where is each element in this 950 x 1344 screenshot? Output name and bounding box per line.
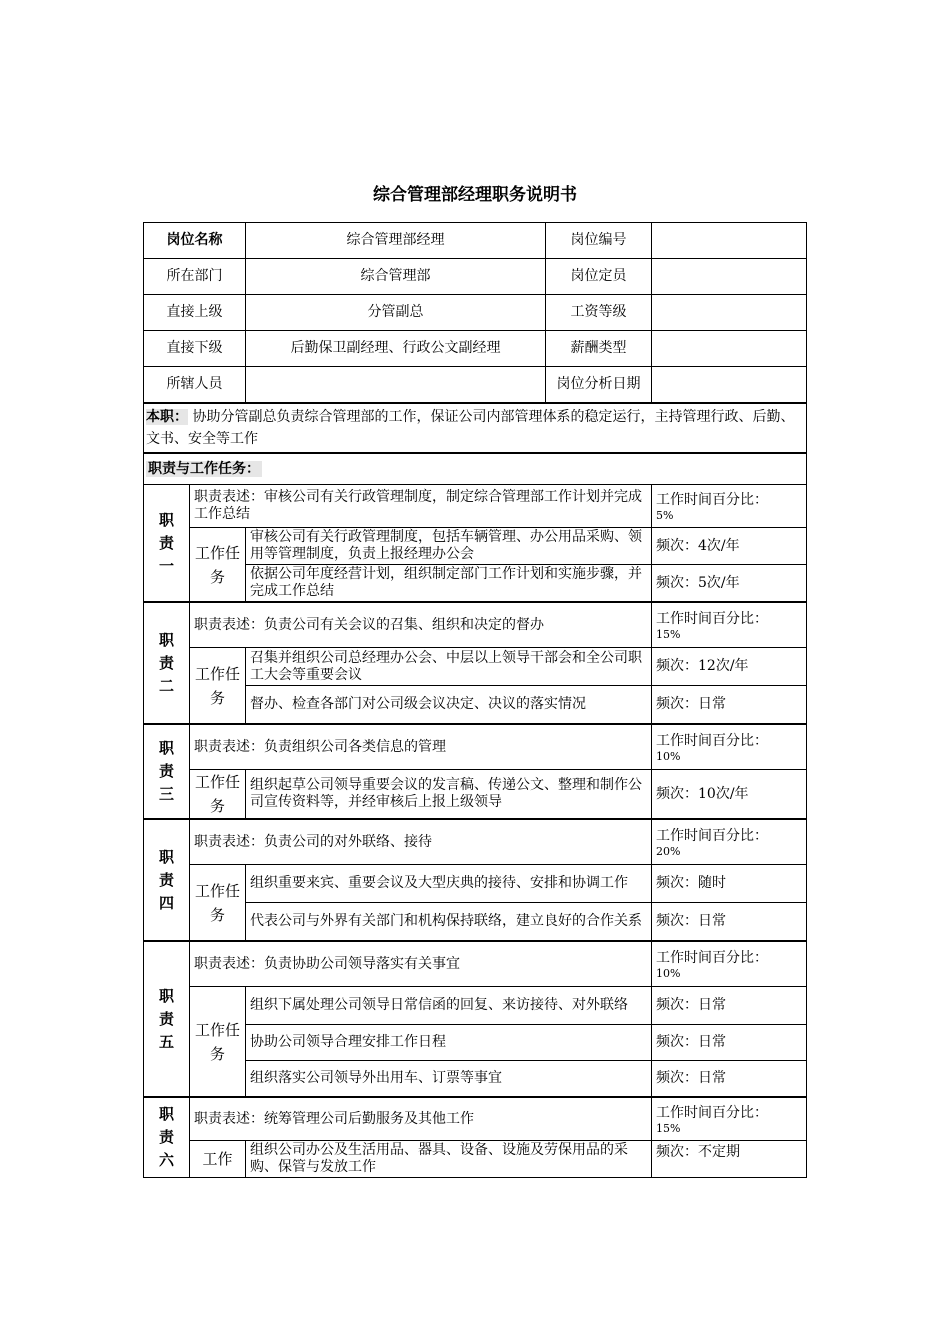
duty-statement-row — [144, 724, 807, 770]
task-label: 工作任务 — [190, 770, 246, 820]
duty-statement: 职责表述：负责公司的对外联络、接待 — [190, 819, 652, 865]
header-row — [144, 223, 807, 259]
task-frequency: 频次：日常 — [652, 903, 807, 942]
task-frequency: 频次：10次/年 — [652, 770, 807, 820]
task-text: 督办、检查各部门对公司级会议决定、决议的落实情况 — [246, 686, 652, 725]
field-value — [652, 259, 807, 295]
section-row — [144, 453, 807, 485]
task-label: 工作任务 — [190, 987, 246, 1098]
task-text: 组织重要来宾、重要会议及大型庆典的接待、安排和协调工作 — [246, 865, 652, 903]
field-label: 岗位分析日期 — [546, 367, 652, 404]
task-frequency: 频次：随时 — [652, 865, 807, 903]
task-text: 组织起草公司领导重要会议的发言稿、传递公文、整理和制作公司宣传资料等，并经审核后上报上级领导 — [246, 770, 652, 820]
task-frequency: 频次：不定期 — [652, 1141, 807, 1178]
field-value: 分管副总 — [246, 295, 546, 331]
section-cell — [144, 453, 807, 485]
field-label: 薪酬类型 — [546, 331, 652, 367]
task-frequency: 频次：日常 — [652, 987, 807, 1025]
task-text: 依据公司年度经营计划，组织制定部门工作计划和实施步骤，并完成工作总结 — [246, 565, 652, 603]
duty-label: 职 责 六 — [144, 1097, 190, 1178]
field-label: 岗位名称 — [144, 223, 246, 259]
task-text: 召集并组织公司总经理办公会、中层以上领导干部会和全公司职工大会等重要会议 — [246, 648, 652, 686]
duty-label: 职 责 二 — [144, 602, 190, 724]
duty-percent: 工作时间百分比： 15% — [652, 602, 807, 648]
duty-statement-row — [144, 941, 807, 987]
duty-label: 职 责 四 — [144, 819, 190, 941]
task-frequency: 频次：4次/年 — [652, 528, 807, 565]
duty-statement-row — [144, 602, 807, 648]
duty-percent: 工作时间百分比： 5% — [652, 485, 807, 528]
header-row — [144, 331, 807, 367]
section-title: 职责与工作任务： — [148, 460, 260, 477]
duty-statement: 职责表述：统筹管理公司后勤服务及其他工作 — [190, 1097, 652, 1141]
duty-statement-row — [144, 819, 807, 865]
field-label: 所辖人员 — [144, 367, 246, 404]
duty-statement-row — [144, 485, 807, 528]
field-label: 岗位定员 — [546, 259, 652, 295]
field-value: 后勤保卫副经理、行政公文副经理 — [246, 331, 546, 367]
field-value — [652, 223, 807, 259]
duty-statement: 职责表述：审核公司有关行政管理制度，制定综合管理部工作计划并完成工作总结 — [190, 485, 652, 528]
job-description-table — [143, 222, 807, 1178]
benzhi-label: 本职： — [146, 409, 188, 425]
task-row — [144, 865, 807, 903]
benzhi-cell — [144, 403, 807, 453]
task-text: 审核公司有关行政管理制度，包括车辆管理、办公用品采购、领用等管理制度，负责上报经理办公会 — [246, 528, 652, 565]
header-row — [144, 295, 807, 331]
field-value: 综合管理部经理 — [246, 223, 546, 259]
task-frequency: 频次：日常 — [652, 1025, 807, 1061]
duty-statement-row — [144, 1097, 807, 1141]
header-row — [144, 259, 807, 295]
document-title: 综合管理部经理职务说明书 — [373, 185, 577, 205]
field-label: 工资等级 — [546, 295, 652, 331]
task-row — [144, 528, 807, 565]
field-value — [652, 295, 807, 331]
benzhi-text: 协助分管副总负责综合管理部的工作，保证公司内部管理体系的稳定运行，主持管理行政、后勤、文书、安全等工作 — [146, 409, 795, 447]
field-value: 综合管理部 — [246, 259, 546, 295]
task-row — [144, 987, 807, 1025]
duty-label: 职 责 五 — [144, 941, 190, 1097]
field-label: 岗位编号 — [546, 223, 652, 259]
duty-percent: 工作时间百分比： 20% — [652, 819, 807, 865]
task-label: 工作 — [190, 1141, 246, 1178]
task-text: 代表公司与外界有关部门和机构保持联络，建立良好的合作关系 — [246, 903, 652, 942]
field-label: 所在部门 — [144, 259, 246, 295]
task-text: 协助公司领导合理安排工作日程 — [246, 1025, 652, 1061]
field-label: 直接上级 — [144, 295, 246, 331]
duty-percent: 工作时间百分比： 10% — [652, 941, 807, 987]
header-row — [144, 367, 807, 404]
task-frequency: 频次：日常 — [652, 1061, 807, 1098]
task-frequency: 频次：日常 — [652, 686, 807, 725]
duty-label: 职 责 一 — [144, 485, 190, 603]
task-frequency: 频次：12次/年 — [652, 648, 807, 686]
task-frequency: 频次：5次/年 — [652, 565, 807, 603]
duty-percent: 工作时间百分比： 15% — [652, 1097, 807, 1141]
task-label: 工作任务 — [190, 528, 246, 603]
field-value — [652, 367, 807, 404]
field-label: 直接下级 — [144, 331, 246, 367]
task-label: 工作任务 — [190, 865, 246, 942]
duty-statement: 职责表述：负责组织公司各类信息的管理 — [190, 724, 652, 770]
task-row — [144, 648, 807, 686]
duty-label: 职 责 三 — [144, 724, 190, 819]
field-value — [246, 367, 546, 404]
task-label: 工作任务 — [190, 648, 246, 725]
duty-statement: 职责表述：负责协助公司领导落实有关事宜 — [190, 941, 652, 987]
task-row — [144, 770, 807, 820]
task-text: 组织公司办公及生活用品、器具、设备、设施及劳保用品的采购、保管与发放工作 — [246, 1141, 652, 1178]
task-text: 组织下属处理公司领导日常信函的回复、来访接待、对外联络 — [246, 987, 652, 1025]
duty-statement: 职责表述：负责公司有关会议的召集、组织和决定的督办 — [190, 602, 652, 648]
duty-percent: 工作时间百分比： 10% — [652, 724, 807, 770]
task-text: 组织落实公司领导外出用车、订票等事宜 — [246, 1061, 652, 1098]
benzhi-row — [144, 403, 807, 453]
field-value — [652, 331, 807, 367]
task-row — [144, 1141, 807, 1178]
